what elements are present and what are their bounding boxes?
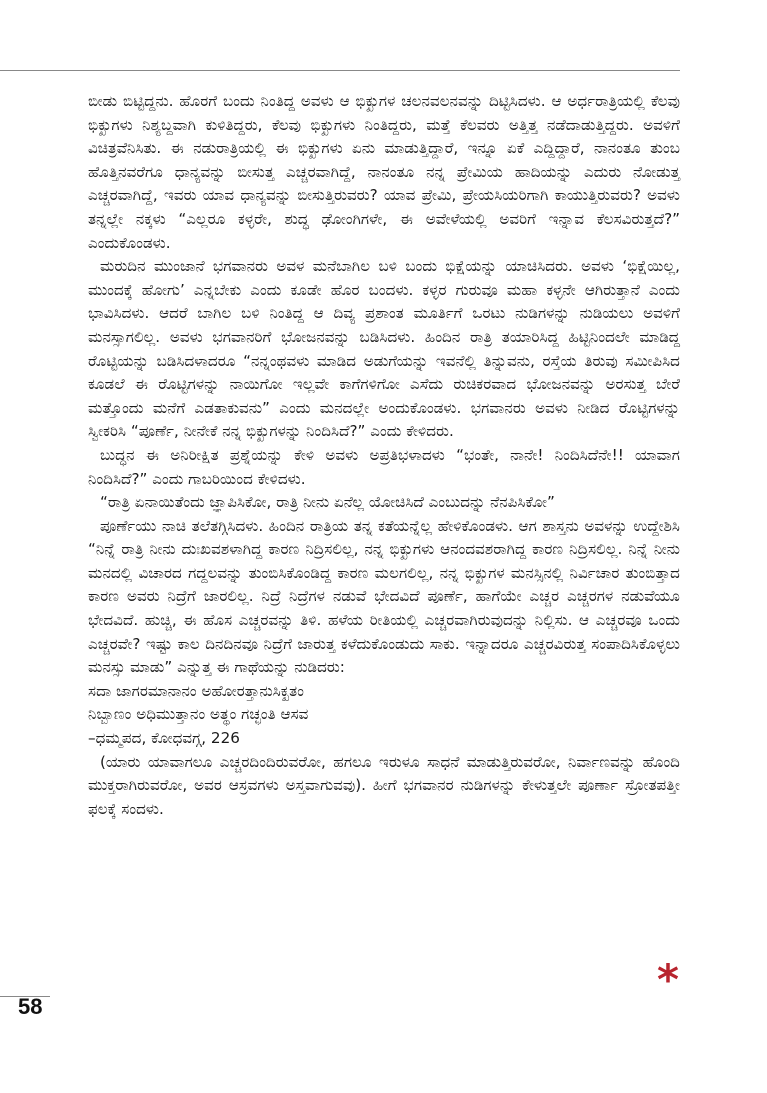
page-number: 58 [18,994,43,1019]
verse-line-1: ಸದಾ ಜಾಗರಮಾನಾನಂ ಅಹೋರತ್ತಾನುಸಿಕ್ಖತಂ [88,681,304,700]
header-rule [0,70,680,71]
paragraph-3: ಬುದ್ಧನ ಈ ಅನಿರೀಕ್ಷಿತ ಪ್ರಶ್ನೆಯನ್ನು ಕೇಳಿ ಅವಳು ಅಪ್ರತಿಭಳಾದಳು “ಭಂತೇ, ನಾನೇ! ನಿಂದಿಸಿದೆನೇ!! ಯಾವಾಗ ನಿಂದಿಸಿದೆ?” ಎಂದು ಗಾಬರಿಯಿಂದ ಕೇಳಿದಳು. [88,445,680,488]
paragraph-1: ಬೀಡು ಬಿಟ್ಟಿದ್ದನು. ಹೊರಗೆ ಬಂದು ನಿಂತಿದ್ದ ಅವಳು ಆ ಭಿಕ್ಖುಗಳ ಚಲನವಲನವನ್ನು ದಿಟ್ಟಿಸಿದಳು. ಆ ಅರ್ಧರಾತ್ರಿಯಲ್ಲಿ ಕೆಲವು ಭಿಕ್ಖುಗಳು ನಿಶ್ಯಬ್ದವಾಗಿ ಕುಳಿತಿದ್ದರು, ಕೆಲವು ಭಿಕ್ಖುಗಳು ನಿಂತಿದ್ದರು, ಮತ್ತೆ ಕೆಲವರು ಅತ್ತಿತ್ತ ನಡೆದಾಡುತ್ತಿದ್ದರು. ಅವಳಿಗೆ ವಿಚಿತ್ರವೆನಿಸಿತು. ಈ ನಡುರಾತ್ರಿಯಲ್ಲಿ ಈ ಭಿಕ್ಖುಗಳು ಏನು ಮಾಡುತ್ತಿದ್ದಾರೆ, ಇನ್ನೂ ಏಕೆ ಎದ್ದಿದ್ದಾರೆ, ನಾನಂತೂ ತುಂಬ ಹೊತ್ತಿನವರೆಗೂ ಧಾನ್ಯವನ್ನು ಬೀಸುತ್ತ ಎಚ್ಚರವಾಗಿದ್ದೆ, ನಾನಂತೂ ನನ್ನ ಪ್ರೇಮಿಯ ಹಾದಿಯನ್ನು ಎದುರು ನೋಡುತ್ತ ಎಚ್ಚರವಾಗಿದ್ದೆ, ಇವರು ಯಾವ ಧಾನ್ಯವನ್ನು ಬೀಸುತ್ತಿರುವರು? ಯಾವ ಪ್ರೇಮಿ, ಪ್ರೇಯಸಿಯರಿಗಾಗಿ ಕಾಯುತ್ತಿರುವರು? ಅವಳು ತನ್ನಲ್ಲೇ ನಕ್ಕಳು “ಎಲ್ಲರೂ ಕಳ್ಳರೇ, ಶುದ್ಧ ಢೋಂಗಿಗಳೇ, ಈ ಅವೇಳೆಯಲ್ಲಿ ಅವರಿಗೆ ಇನ್ನಾವ ಕೆಲಸವಿರುತ್ತದೆ?” ಎಂದುಕೊಂಡಳು. [88,92,680,252]
end-ornament-icon: * [657,955,679,1004]
paragraph-5: ಪೂರ್ಣೆಯು ನಾಚಿ ತಲೆತಗ್ಗಿಸಿದಳು. ಹಿಂದಿನ ರಾತ್ರಿಯ ತನ್ನ ಕತೆಯನ್ನೆಲ್ಲ ಹೇಳಿಕೊಂಡಳು. ಆಗ ಶಾಸ್ತನು ಅವಳನ್ನು ಉದ್ದೇಶಿಸಿ “ನಿನ್ನೆ ರಾತ್ರಿ ನೀನು ದುಃಖವಶಳಾಗಿದ್ದ ಕಾರಣ ನಿದ್ರಿಸಲಿಲ್ಲ, ನನ್ನ ಭಿಕ್ಖುಗಳು ಆನಂದವಶರಾಗಿದ್ದ ಕಾರಣ ನಿದ್ರಿಸಲಿಲ್ಲ. ನಿನ್ನೆ ನೀನು ಮನದಲ್ಲಿ ವಿಚಾರದ ಗದ್ದಲವನ್ನು ತುಂಬಿಸಿಕೊಂಡಿದ್ದ ಕಾರಣ ಮಲಗಲಿಲ್ಲ, ನನ್ನ ಭಿಕ್ಖುಗಳ ಮನಸ್ಸಿನಲ್ಲಿ ನಿರ್ವಿಚಾರ ತುಂಬಿತ್ತಾದ ಕಾರಣ ಅವರು ನಿದ್ರೆಗೆ ಜಾರಲಿಲ್ಲ. ನಿದ್ರೆ ನಿದ್ರೆಗಳ ನಡುವೆ ಭೇದವಿದೆ ಪೂರ್ಣೆ, ಹಾಗೆಯೇ ಎಚ್ಚರ ಎಚ್ಚರಗಳ ನಡುವೆಯೂ ಭೇದವಿದೆ. ಹುಚ್ಚಿ, ಈ ಹೊಸ ಎಚ್ಚರವನ್ನು ತಿಳಿ. ಹಳೆಯ ರೀತಿಯಲ್ಲಿ ಎಚ್ಚರವಾಗಿರುವುದನ್ನು ನಿಲ್ಲಿಸು. ಆ ಎಚ್ಚರವೂ ಒಂದು ಎಚ್ಚರವೇ? ಇಷ್ಟು ಕಾಲ ದಿನದಿನವೂ ನಿದ್ರೆಗೆ ಜಾರುತ್ತ ಕಳೆದುಕೊಂಡುದು ಸಾಕು. ಇನ್ನಾದರೂ ಎಚ್ಚರವಿರುತ್ತ ಸಂಪಾದಿಸಿಕೊಳ್ಳಲು ಮನಸ್ಸು ಮಾಡು” ಎನ್ನುತ್ತ ಈ ಗಾಥೆಯನ್ನು ನುಡಿದರು: [88,516,680,677]
paragraph-4: “ರಾತ್ರಿ ಏನಾಯಿತೆಂದು ಜ್ಞಾಪಿಸಿಕೋ, ರಾತ್ರಿ ನೀನು ಏನೆಲ್ಲ ಯೋಚಿಸಿದೆ ಎಂಬುದನ್ನು ನೆನಪಿಸಿಕೋ” [100,493,555,512]
page-body [88,90,680,821]
paragraph-2: ಮರುದಿನ ಮುಂಜಾನೆ ಭಗವಾನರು ಅವಳ ಮನೆಬಾಗಿಲ ಬಳಿ ಬಂದು ಭಿಕ್ಷೆಯನ್ನು ಯಾಚಿಸಿದರು. ಅವಳು ‘ಭಿಕ್ಷೆಯಿಲ್ಲ, ಮುಂದಕ್ಕೆ ಹೋಗು’ ಎನ್ನಬೇಕು ಎಂದು ಕೂಡೇ ಹೊರ ಬಂದಳು. ಕಳ್ಳರ ಗುರುವೂ ಮಹಾ ಕಳ್ಳನೇ ಆಗಿರುತ್ತಾನೆ ಎಂದು ಭಾವಿಸಿದಳು. ಆದರೆ ಬಾಗಿಲ ಬಳಿ ನಿಂತಿದ್ದ ಆ ದಿವ್ಯ ಪ್ರಶಾಂತ ಮೂರ್ತಿಗೆ ಒರಟು ನುಡಿಗಳನ್ನು ನುಡಿಯಲು ಅವಳಿಗೆ ಮನಸ್ಸಾಗಲಿಲ್ಲ. ಅವಳು ಭಗವಾನರಿಗೆ ಭೋಜನವನ್ನು ಬಡಿಸಿದಳು. ಹಿಂದಿನ ರಾತ್ರಿ ತಯಾರಿಸಿದ್ದ ಹಿಟ್ಟಿನಿಂದಲೇ ಮಾಡಿದ್ದ ರೊಟ್ಟಿಯನ್ನು ಬಡಿಸಿದಳಾದರೂ “ನನ್ನಂಥವಳು ಮಾಡಿದ ಅಡುಗೆಯನ್ನು ಇವನೆಲ್ಲಿ ತಿನ್ನುವನು, ರಸ್ತೆಯ ತಿರುವು ಸಮೀಪಿಸಿದ ಕೂಡಲೆ ಈ ರೊಟ್ಟಿಗಳನ್ನು ನಾಯಿಗೋ ಇಲ್ಲವೇ ಕಾಗೆಗಳಿಗೋ ಎಸೆದು ರುಚಿಕರವಾದ ಭೋಜನವನ್ನು ಅರಸುತ್ತ ಬೇರೆ ಮತ್ತೊಂದು ಮನೆಗೆ ಎಡತಾಕುವನು” ಎಂದು ಮನದಲ್ಲೇ ಅಂದುಕೊಂಡಳು. ಭಗವಾನರು ಅವಳು ನೀಡಿದ ರೊಟ್ಟಿಗಳನ್ನು ಸ್ವೀಕರಿಸಿ “ಪೂರ್ಣೆ, ನೀನೇಕೆ ನನ್ನ ಭಿಕ್ಖುಗಳನ್ನು ನಿಂದಿಸಿದೆ?” ಎಂದು ಕೇಳಿದರು. [88,257,680,441]
verse-line-2: ನಿಬ್ಬಾಣಂ ಅಧಿಮುತ್ತಾನಂ ಅತ್ಥಂ ಗಚ್ಛಂತಿ ಆಸವ [88,705,309,724]
verse-citation: –ಧಮ್ಮಪದ, ಕೋಧವಗ್ಗ, 226 [88,729,240,748]
closing-paragraph: (ಯಾರು ಯಾವಾಗಲೂ ಎಚ್ಚರದಿಂದಿರುವರೋ, ಹಗಲೂ ಇರುಳೂ ಸಾಧನೆ ಮಾಡುತ್ತಿರುವರೋ, ನಿರ್ವಾಣವನ್ನು ಹೊಂದಿ ಮುಕ್ತರಾಗಿರುವರೋ, ಅವರ ಆಸ್ರವಗಳು ಅಸ್ತವಾಗುವವು). ಹೀಗೆ ಭಗವಾನರ ನುಡಿಗಳನ್ನು ಕೇಳುತ್ತಲೇ ಪೂರ್ಣಾ ಸ್ರೋತಪತ್ತೀ ಫಲಕ್ಕೆ ಸಂದಳು. [88,752,680,818]
